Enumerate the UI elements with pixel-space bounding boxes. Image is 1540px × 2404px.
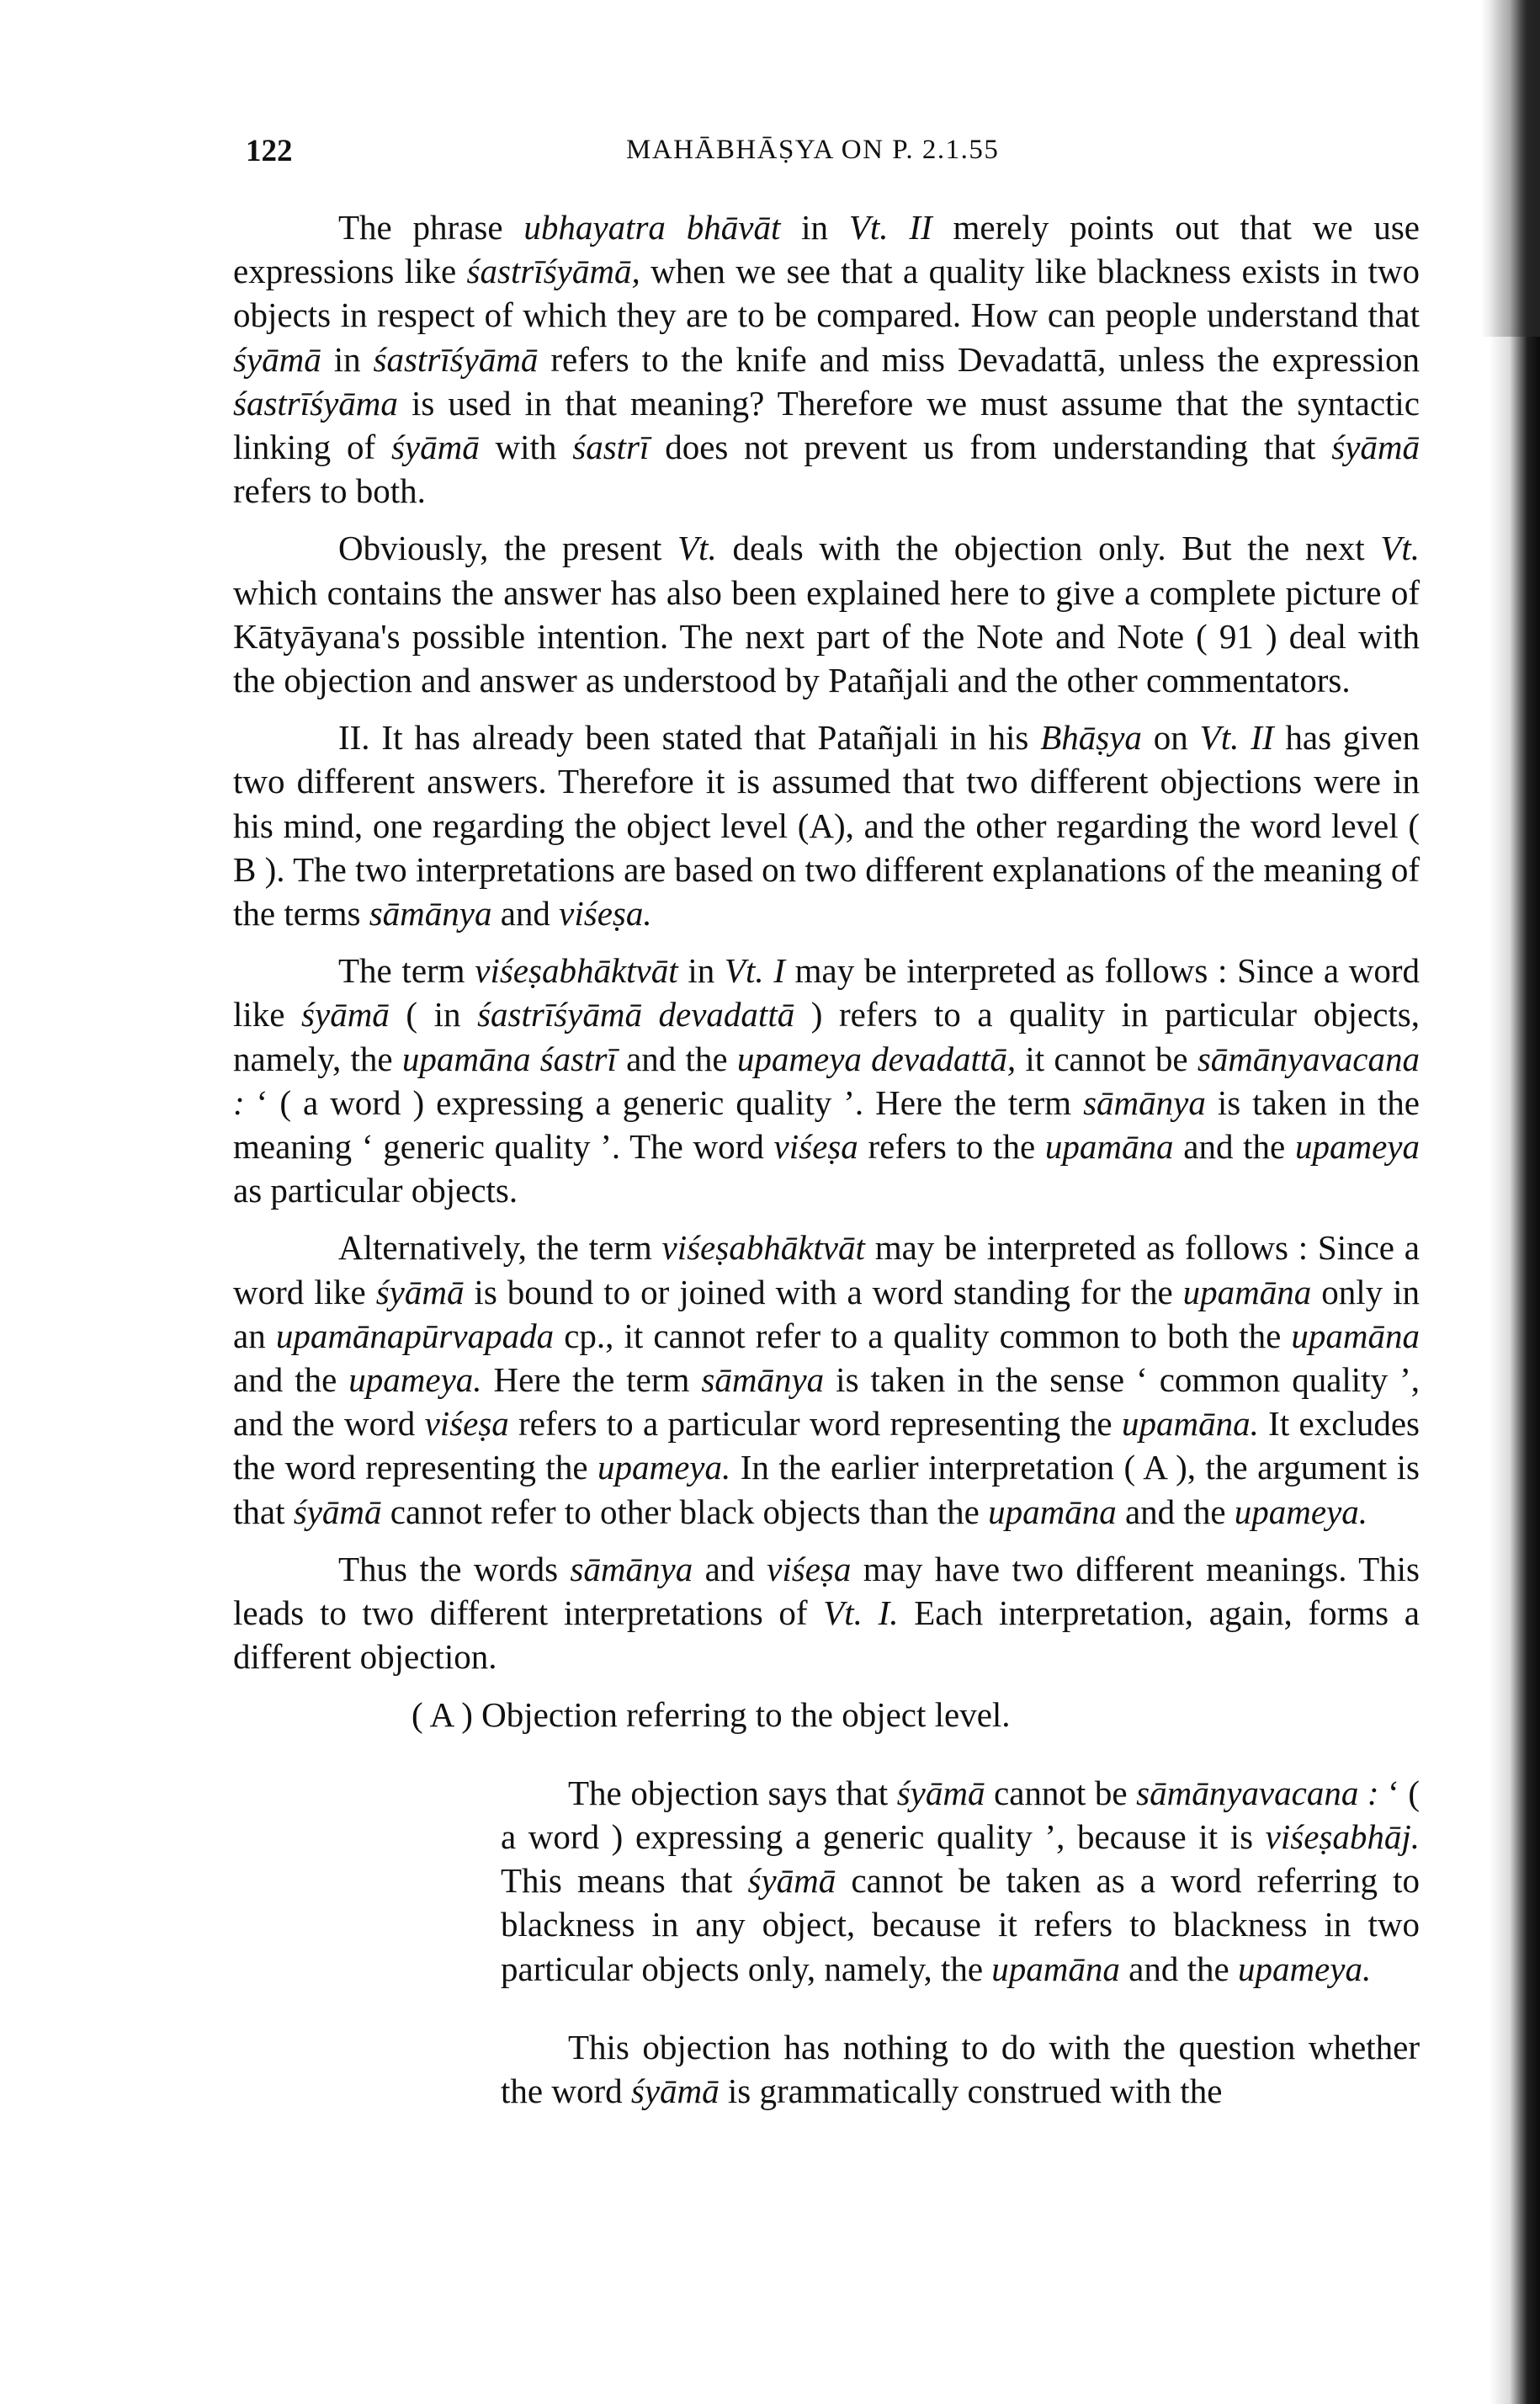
- italic-term: śyāmā: [1331, 428, 1421, 467]
- italic-term: viśeṣa.: [559, 894, 652, 933]
- italic-term: upamāna: [1291, 1316, 1420, 1355]
- italic-term: sāmānya: [369, 894, 492, 933]
- italic-term: Vt.: [1380, 529, 1421, 568]
- page-number: 122: [246, 134, 293, 168]
- italic-term: śastrī: [572, 428, 650, 467]
- paragraph: Alternatively, the term viśeṣabhāktvāt may be interpreted as follows : Since a word like śyāmā is bound to or joined with a word standing for the upamāna only in an upamānapūrvapada cp., it cannot refer to a quality common to both the upamāna and the upameya. Here the term sāmānya is taken in the sense ‘ common quality ’, and the word viśeṣa refers to a particular word representing the upamāna. It excludes the word representing the upameya. In the earlier interpretation ( A ), the argument is that śyāmā cannot refer to other black objects than the upamāna and the upameya.: [233, 1228, 1421, 1531]
- indented-paragraph: This objection has nothing to do with the question whether the word śyāmā is grammatically construed with the: [501, 2027, 1420, 2110]
- italic-term: Vt. II: [848, 208, 932, 247]
- italic-term: upamāna.: [1121, 1404, 1259, 1444]
- italic-term: śyāmā: [375, 1272, 465, 1311]
- italic-term: upamānapūrvapada: [275, 1316, 555, 1355]
- running-head: MAHĀBHĀṢYA ON P. 2.1.55: [626, 135, 1000, 165]
- italic-term: śyāmā: [233, 339, 321, 379]
- italic-term: śyāmā: [896, 1773, 985, 1812]
- italic-term: Bhāṣya: [1040, 718, 1142, 758]
- italic-term: upameya.: [348, 1360, 482, 1400]
- italic-term: śyāmā: [293, 1492, 382, 1531]
- paragraph: Thus the words sāmānya and viśeṣa may have two different meanings. This leads to two different interpretations of Vt. I. Each interpretation, again, forms a different objection.: [233, 1549, 1421, 1677]
- italic-term: Vt. I: [724, 951, 785, 991]
- italic-term: viśeṣabhāktvāt: [475, 951, 678, 991]
- italic-term: śastrīśyāmā devadattā: [477, 995, 795, 1034]
- italic-term: śastrīśyāmā,: [466, 252, 640, 291]
- italic-term: Vt. I.: [823, 1593, 899, 1633]
- section-subheading: ( A ) Objection referring to the object level.: [412, 1694, 1011, 1734]
- italic-term: viśeṣabhāj.: [1265, 1816, 1420, 1856]
- italic-term: upamāna: [991, 1949, 1120, 1988]
- italic-term: śastrīśyāmā: [373, 339, 539, 379]
- italic-term: sāmānya: [1083, 1082, 1206, 1122]
- italic-term: viśeṣa: [767, 1549, 852, 1588]
- indented-paragraph: The objection says that śyāmā cannot be sāmānyavacana : ‘ ( a word ) expressing a generic quality ’, because it is viśeṣabhāj. This means that śyāmā cannot be taken as a word referring to blackness in any object, because it refers to blackness in two particular objects only, namely, the upamāna and the upameya.: [501, 1773, 1420, 1988]
- italic-term: upameya.: [1237, 1949, 1372, 1988]
- italic-term: upamāna: [988, 1492, 1117, 1531]
- italic-term: upameya.: [1234, 1492, 1368, 1531]
- paragraph: The phrase ubhayatra bhāvāt in Vt. II merely points out that we use expressions like śastrīśyāmā, when we see that a quality like blackness exists in two objects in respect of which they are to be compared. How can people understand that śyāmā in śastrīśyāmā refers to the knife and miss Devadattā, unless the expression śastrīśyāma is used in that meaning? Therefore we must assume that the syntactic linking of śyāmā with śastrī does not prevent us from understanding that śyāmā refers to both.: [233, 208, 1421, 511]
- italic-term: viśeṣabhāktvāt: [661, 1228, 865, 1268]
- body-text: [233, 205, 1420, 2125]
- italic-term: śyāmā: [390, 428, 480, 467]
- italic-term: viśeṣa: [424, 1404, 509, 1444]
- paragraph: Obviously, the present Vt. deals with the objection only. But the next Vt. which contains the answer has also been explained here to give a complete picture of Kātyāyana's possible intention. The next part of the Note and Note ( 91 ) deal with the objection and answer as understood by Patañjali and the other commentators.: [233, 529, 1421, 700]
- italic-term: śyāmā: [301, 995, 390, 1034]
- italic-term: upameya: [1294, 1127, 1420, 1167]
- italic-term: upameya devadattā,: [736, 1039, 1017, 1078]
- paragraph: II. It has already been stated that Patañjali in his Bhāṣya on Vt. II has given two different answers. Therefore it is assumed that two different objections were in his mind, one regarding the object level (A), and the other regarding the word level ( B ). The two interpretations are based on two different explanations of the meaning of the terms sāmānya and viśeṣa.: [233, 718, 1420, 933]
- italic-term: upamāna: [1044, 1127, 1174, 1167]
- italic-term: sāmānya: [701, 1360, 825, 1400]
- italic-term: ubhayatra bhāvāt: [523, 208, 781, 247]
- binding-shadow-top: [1481, 0, 1540, 337]
- italic-term: Vt.: [677, 529, 717, 568]
- italic-term: śyāmā: [747, 1861, 836, 1901]
- italic-term: upameya.: [597, 1448, 731, 1487]
- italic-term: viśeṣa: [773, 1127, 858, 1167]
- italic-term: śastrīśyāma: [233, 383, 398, 423]
- italic-term: śyāmā: [630, 2071, 720, 2110]
- page-header: [246, 133, 1458, 175]
- italic-term: Vt. II: [1199, 718, 1274, 758]
- italic-term: sāmānyavacana :: [233, 1039, 1420, 1122]
- italic-term: upamāna śastrī: [401, 1039, 617, 1078]
- italic-term: sāmānya: [570, 1549, 693, 1588]
- paragraph: The term viśeṣabhāktvāt in Vt. I may be interpreted as follows : Since a word like śyāmā ( in śastrīśyāmā devadattā ) refers to a quality in particular objects, namely, the upamāna śastrī and the upameya devadattā, it cannot be sāmānyavacana : ‘ ( a word ) expressing a generic quality ’. Here the term sāmānya is taken in the meaning ‘ generic quality ’. The word viśeṣa refers to the upamāna and the upameya as particular objects.: [233, 951, 1421, 1210]
- italic-term: sāmānyavacana :: [1136, 1773, 1379, 1812]
- italic-term: upamāna: [1182, 1272, 1312, 1311]
- binding-shadow: [1490, 0, 1540, 2404]
